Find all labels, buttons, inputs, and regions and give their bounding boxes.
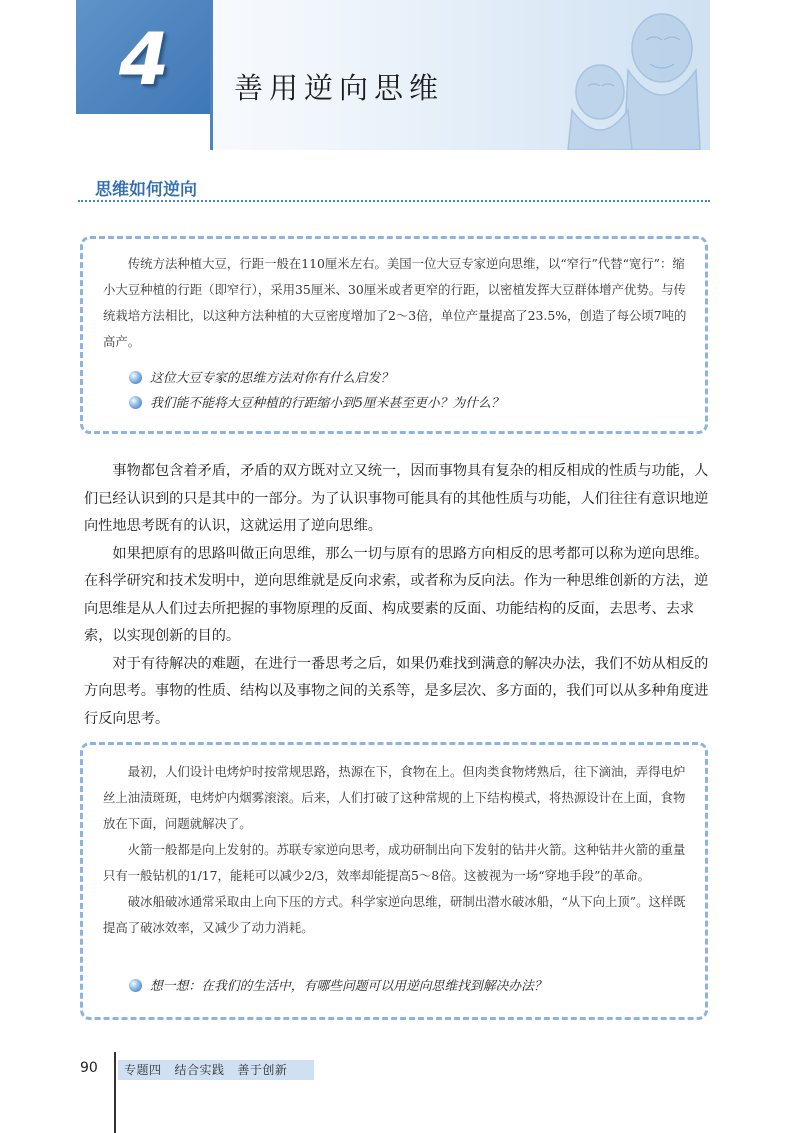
case-text bbox=[103, 251, 691, 355]
body-paragraph: 如果把原有的思路叫做正向思维，那么一切与原有的思路方向相反的思考都可以称为逆向思维。在科学研究和技术发明中，逆向思维就是反向求索，或者称为反向法。作为一种思维创新的方法，逆向思维是从人们过去所把握的事物原理的反面、构成要素的反面、功能结构的反面，去思考、去求索，以实现创新的目的。 bbox=[84, 545, 709, 644]
question-text: 想一想：在我们的生活中，有哪些问题可以用逆向思维找到解决办法？ bbox=[150, 979, 547, 994]
banner-divider bbox=[210, 0, 213, 150]
case-paragraph: 传统方法种植大豆，行距一般在110厘米左右。美国一位大豆专家逆向思维，以“窄行”代替“宽行”：缩小大豆种植的行距（即窄行），采用35厘米、30厘米或者更窄的行距，以密植发挥大豆群体增产优势。与传统栽培方法相比，以这种方法种植的大豆密度增加了2～3倍，单位产量提高了23.5%，创造了每公顷7吨的高产。 bbox=[103, 256, 687, 349]
blue-sphere-bullet-icon bbox=[129, 396, 142, 409]
case-paragraph: 最初，人们设计电烤炉时按常规思路，热源在下，食物在上。但肉类食物烤熟后，往下滴油，弄得电炉丝上油渍斑斑，电烤炉内烟雾滚滚。后来，人们打破了这种常规的上下结构模式，将热源设计在上面，食物放在下面，问题就解决了。 bbox=[103, 764, 686, 831]
case-paragraph: 破冰船破冰通常采取由上向下压的方式。科学家逆向思维，研制出潜水破冰船，“从下向上顶”。这样既提高了破冰效率，又减少了动力消耗。 bbox=[103, 894, 686, 935]
blue-sphere-bullet-icon bbox=[129, 979, 142, 992]
case-box-examples bbox=[80, 742, 708, 1020]
section-divider bbox=[78, 200, 710, 204]
blue-sphere-bullet-icon bbox=[129, 371, 142, 384]
chapter-banner bbox=[76, 0, 710, 150]
chapter-title: 善用逆向思维 bbox=[234, 71, 445, 105]
section-heading: 思维如何逆向 bbox=[95, 180, 197, 200]
question-text: 这位大豆专家的思维方法对你有什么启发？ bbox=[150, 371, 394, 386]
chapter-number: 4 bbox=[118, 17, 170, 101]
think-question bbox=[129, 975, 547, 994]
case-box-soybean bbox=[80, 236, 708, 434]
chapter-number-block bbox=[76, 0, 210, 114]
body-paragraph: 对于有待解决的难题，在进行一番思考之后，如果仍难找到满意的解决办法，我们不妨从相反的方向思考。事物的性质、结构以及事物之间的关系等，是多层次、多方面的，我们可以从多种角度进行反向思考。 bbox=[84, 655, 709, 727]
thinker-portrait-illustration bbox=[550, 0, 710, 150]
page-number: 90 bbox=[80, 1060, 98, 1076]
case-paragraph: 火箭一般都是向上发射的。苏联专家逆向思考，成功研制出向下发射的钻井火箭。这种钻井火箭的重量只有一般钻机的1/17，能耗可以减少2/3，效率却能提高5～8倍。这被视为一场“穿地手段”的革命。 bbox=[103, 842, 686, 883]
footer-divider bbox=[114, 1052, 116, 1133]
chapter-number-strip bbox=[76, 114, 210, 150]
body-paragraph: 事物都包含着矛盾，矛盾的双方既对立又统一，因而事物具有复杂的相反相成的性质与功能，人们已经认识到的只是其中的一部分。为了认识事物可能具有的其他性质与功能，人们往往有意识地逆向性地思考既有的认识，这就运用了逆向思维。 bbox=[84, 463, 709, 534]
footer-text: 专题四 结合实践 善于创新 bbox=[124, 1063, 288, 1077]
question-text: 我们能不能将大豆种植的行距缩小到5厘米甚至更小？为什么？ bbox=[150, 396, 504, 411]
body-text bbox=[84, 458, 712, 733]
discussion-question bbox=[129, 392, 504, 411]
case-text bbox=[103, 759, 691, 941]
discussion-question bbox=[129, 367, 393, 386]
